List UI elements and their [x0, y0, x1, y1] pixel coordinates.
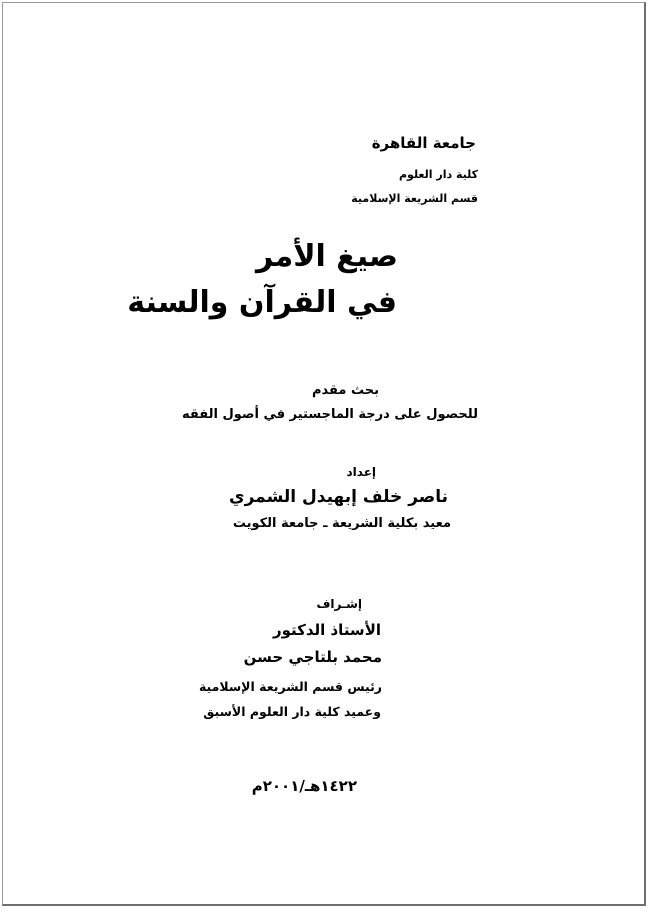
department-name: قسم الشريعة الإسلامية: [351, 192, 478, 205]
supervision-label: إشـراف: [316, 597, 362, 611]
thesis-title-line2: في القرآن والسنة: [127, 285, 397, 320]
author-name: ناصر خلف إبهيدل الشمري: [229, 487, 448, 507]
date: ١٤٢٢هـ/٢٠٠١م: [251, 777, 357, 795]
author-position: معيد بكلية الشريعة ـ جامعة الكويت: [232, 516, 451, 531]
document-page: [2, 2, 646, 906]
university-name: جامعة القاهرة: [371, 134, 476, 152]
research-label: بحث مقدم: [312, 383, 379, 398]
preparation-label: إعداد: [346, 465, 376, 479]
supervisor-role-2: وعميد كلية دار العلوم الأسبق: [203, 704, 381, 719]
supervisor-name: محمد بلتاجي حسن: [243, 648, 382, 666]
supervisor-role-1: رئيس قسم الشريعة الإسلامية: [198, 679, 382, 694]
supervisor-title: الأستاذ الدكتور: [272, 621, 381, 639]
faculty-name: كلية دار العلوم: [398, 168, 478, 181]
research-purpose: للحصول على درجة الماجستير في أصول الفقه: [182, 407, 478, 422]
thesis-title-line1: صيغ الأمر: [255, 239, 398, 274]
